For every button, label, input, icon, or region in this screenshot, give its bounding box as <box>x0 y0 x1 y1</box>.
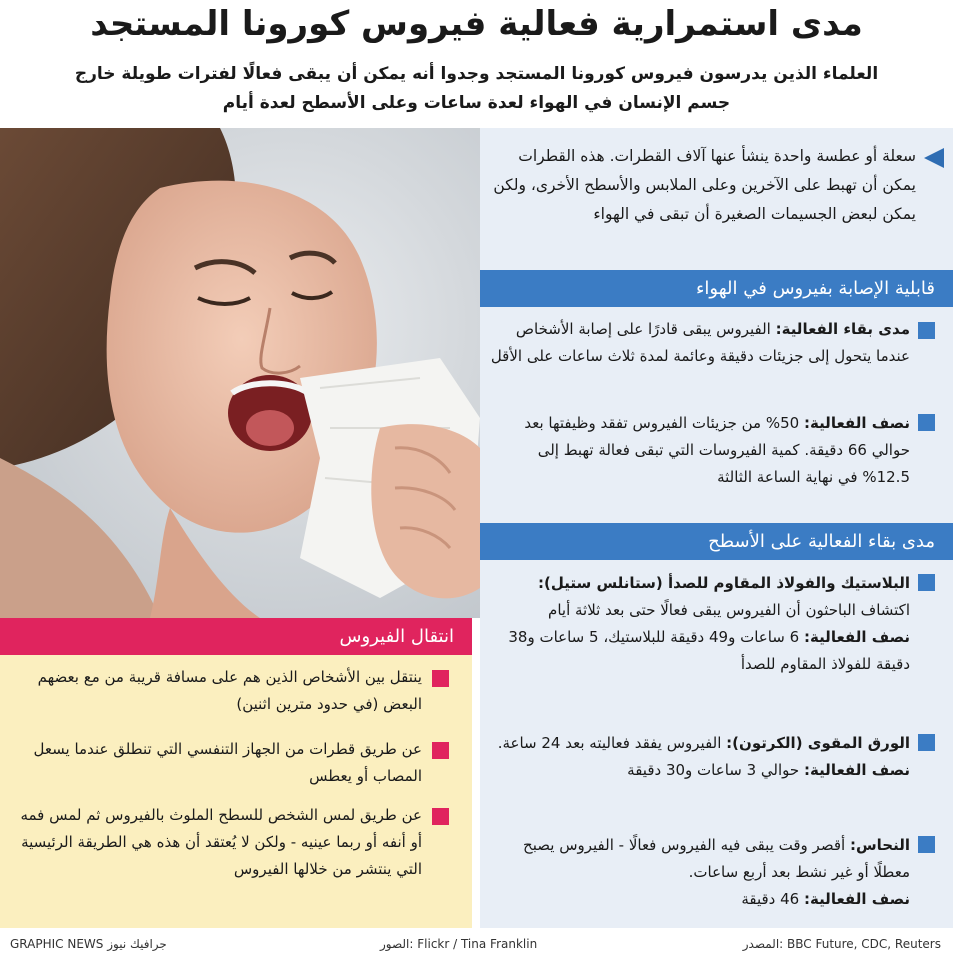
square-bullet-icon <box>918 414 935 431</box>
square-bullet-icon <box>918 734 935 751</box>
square-bullet-icon <box>918 836 935 853</box>
air-item-duration <box>490 316 910 370</box>
surfaces-section-title: مدى بقاء الفعالية على الأسطح <box>480 523 953 560</box>
source-credit: المصدر: BBC Future, CDC, Reuters <box>742 937 941 951</box>
transmission-item: عن طريق لمس الشخص للسطح الملوث بالفيروس ثم لمس فمه أو أنفه أو ربما عينيه - ولكن لا يُعتقد أن هذه هي الطريقة الرئيسية التي ينتشر من خلالها الفيروس <box>20 806 422 878</box>
page-title: مدى استمرارية فعالية فيروس كورونا المستجد <box>90 4 863 44</box>
footer <box>0 928 953 960</box>
square-bullet-icon <box>918 574 935 591</box>
air-section-title: قابلية الإصابة بفيروس في الهواء <box>480 270 953 307</box>
transmission-title: انتقال الفيروس <box>0 618 472 655</box>
transmission-item: عن طريق قطرات من الجهاز التنفسي التي تنطلق عندما يسعل المصاب أو يعطس <box>33 740 422 785</box>
square-bullet-icon <box>918 322 935 339</box>
sneezing-woman-photo <box>0 128 480 618</box>
surface-item-copper: النحاس: أقصر وقت يبقى فيه الفيروس فعالًا - الفيروس يصبح معطلًا أو غير نشط بعد أربع ساعات. نصف الفعالية: 46 دقيقة <box>523 836 910 908</box>
surface-item-cardboard: الورق المقوى (الكرتون): الفيروس يفقد فعاليته بعد 24 ساعة. نصف الفعالية: حوالي 3 ساعات و30 دقيقة <box>497 734 910 779</box>
header <box>0 0 953 128</box>
transmission-item: ينتقل بين الأشخاص الذين هم على مسافة قريبة من مع بعضهم البعض (في حدود مترين اثنين) <box>37 668 422 713</box>
air-item-half-life: نصف الفعالية: 50% من جزيئات الفيروس تفقد وظيفتها بعد حوالي 66 دقيقة. كمية الفيروسات التي تبقى فعالة تهبط إلى 12.5% في نهاية الساعة الثالثة <box>524 414 910 486</box>
square-bullet-icon <box>432 808 449 825</box>
page-subtitle: العلماء الذين يدرسون فيروس كورونا المستجد وجدوا أنه يمكن أن يبقى فعالًا لفترات طويلة خارج جسم الإنسان في الهواء لعدة ساعات وعلى الأسطح لعدة أيام <box>74 64 879 113</box>
brand-label: GRAPHIC NEWS جرافيك نيوز <box>10 937 167 951</box>
photo-credit: الصور: Flickr / Tina Franklin <box>380 937 538 951</box>
surface-item-plastic: البلاستيك والفولاذ المقاوم للصدأ (ستانلس ستيل): اكتشاف الباحثون أن الفيروس يبقى فعالًا حتى بعد ثلاثة أيام نصف الفعالية: 6 ساعات و49 دقيقة للبلاستيك، 5 ساعات و38 دقيقة للفولاذ المقاوم للصدأ <box>508 574 910 673</box>
square-bullet-icon <box>432 670 449 687</box>
triangle-left-icon <box>924 148 944 168</box>
intro-text: سعلة أو عطسة واحدة ينشأ عنها آلاف القطرات. هذه القطرات يمكن أن تهبط على الآخرين وعلى الملابس والأسطح الأخرى، ولكن يمكن لبعض الجسيمات الصغيرة أن تبقى في الهواء <box>493 147 916 223</box>
air-item-duration-label: مدى بقاء الفعالية: الفيروس يبقى قادرًا على إصابة الأشخاص عندما يتحول إلى جزيئات دقيقة وعائمة لمدة ثلاث ساعات على الأقل <box>490 320 910 365</box>
square-bullet-icon <box>432 742 449 759</box>
